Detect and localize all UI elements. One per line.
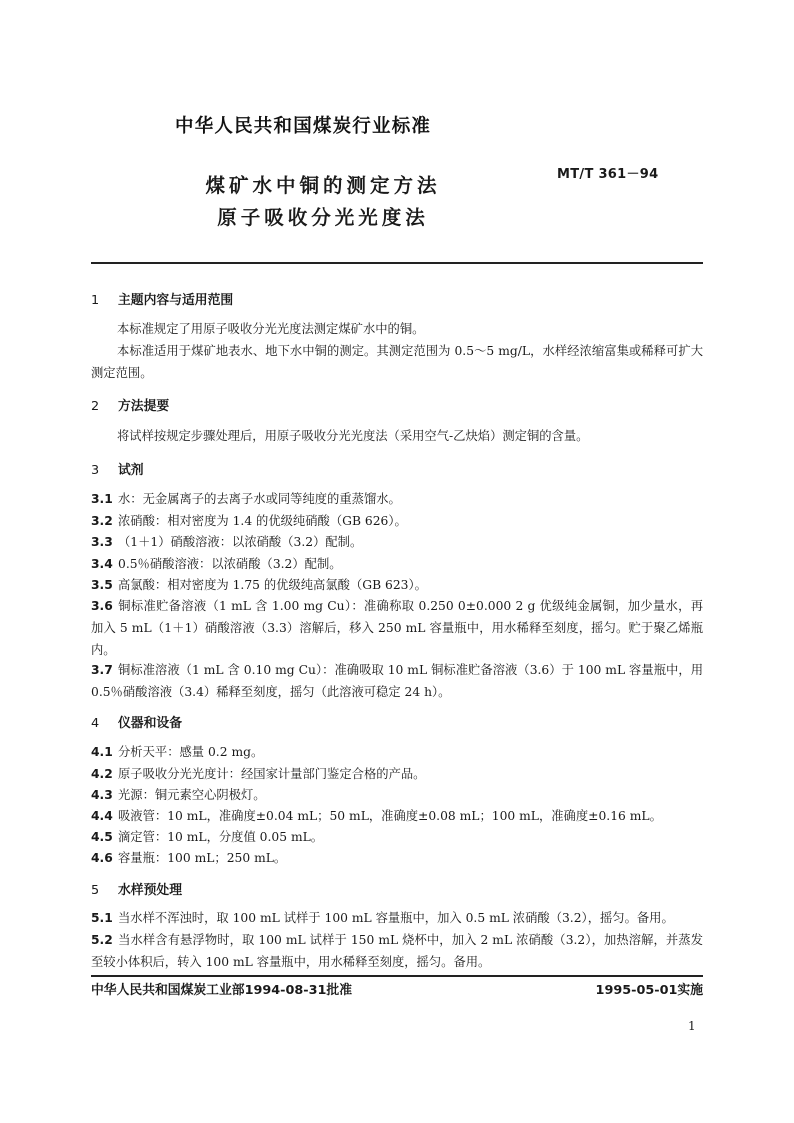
list-item: 3.1 水：无金属离子的去离子水或同等纯度的重蒸馏水。 xyxy=(91,492,401,506)
list-item: 5.2 当水样含有悬浮物时，取 100 mL 试样于 150 mL 烧杯中，加入 2 mL 浓硝酸（3.2），加热溶解，并蒸发至较小体积后，转入 100 mL 容量瓶中，用水稀释至刻度，摇匀。备用。 xyxy=(91,933,703,969)
standard-code: MT/T 361－94 xyxy=(557,167,659,182)
list-item: 3.7 铜标准溶液（1 mL 含 0.10 mg Cu）：准确吸取 10 mL 铜标准贮备溶液（3.6）于 100 mL 容量瓶中，用 0.5％硝酸溶液（3.4）稀释至刻度，摇匀（此溶液可稳定 24 h）。 xyxy=(91,663,703,699)
section-title: 水样预处理 xyxy=(118,883,182,898)
section-title: 仪器和设备 xyxy=(118,716,182,731)
section-heading xyxy=(91,713,182,735)
section-title: 试剂 xyxy=(118,463,144,478)
list-item: 3.5 高氯酸：相对密度为 1.75 的优级纯高氯酸（GB 623）。 xyxy=(91,578,427,592)
paragraph: 本标准适用于煤矿地表水、地下水中铜的测定。其测定范围为 0.5～5 mg/L，水样经浓缩富集或稀释可扩大测定范围。 xyxy=(91,344,703,380)
list-item: 4.4 吸液管：10 mL，准确度±0.04 mL；50 mL，准确度±0.08 mL；100 mL，准确度±0.16 mL。 xyxy=(91,809,662,823)
document-title-line2: 原子吸收分光光度法 xyxy=(217,206,429,229)
document-title-line1: 煤矿水中铜的测定方法 xyxy=(205,174,441,197)
section-number: 3 xyxy=(91,463,100,478)
list-item: 4.6 容量瓶：100 mL；250 mL。 xyxy=(91,851,287,865)
section-title: 方法提要 xyxy=(118,399,170,414)
list-item: 4.5 滴定管：10 mL，分度值 0.05 mL。 xyxy=(91,830,324,844)
list-item: 3.2 浓硝酸：相对密度为 1.4 的优级纯硝酸（GB 626）。 xyxy=(91,514,407,528)
header-divider xyxy=(91,262,703,264)
section-number: 1 xyxy=(91,293,100,308)
section-heading xyxy=(91,396,169,418)
list-item: 3.3 （1＋1）硝酸溶液：以浓硝酸（3.2）配制。 xyxy=(91,535,363,549)
list-item: 4.3 光源：铜元素空心阴极灯。 xyxy=(91,788,266,802)
list-item: 4.1 分析天平：感量 0.2 mg。 xyxy=(91,745,264,759)
section-heading xyxy=(91,880,182,902)
industry-standard-title: 中华人民共和国煤炭行业标准 xyxy=(175,116,432,137)
paragraph: 本标准规定了用原子吸收分光光度法测定煤矿水中的铜。 xyxy=(117,322,425,336)
section-number: 2 xyxy=(91,399,100,414)
list-item: 5.1 当水样不浑浊时，取 100 mL 试样于 100 mL 容量瓶中，加入 0.5 mL 浓硝酸（3.2），摇匀。备用。 xyxy=(91,911,674,925)
section-title: 主题内容与适用范围 xyxy=(118,293,234,308)
section-heading xyxy=(91,460,144,482)
list-item: 3.6 铜标准贮备溶液（1 mL 含 1.00 mg Cu）：准确称取 0.250 0±0.000 2 g 优级纯金属铜，加少量水，再加入 5 mL（1＋1）硝酸溶液（3.3）溶解后，移入 250 mL 容量瓶中，用水稀释至刻度，摇匀。贮于聚乙烯瓶内。 xyxy=(91,599,703,657)
effective-date: 1995-05-01实施 xyxy=(595,983,703,998)
section-number: 4 xyxy=(91,716,100,731)
list-item: 3.4 0.5％硝酸溶液：以浓硝酸（3.2）配制。 xyxy=(91,557,342,571)
approval-statement: 中华人民共和国煤炭工业部1994-08-31批准 xyxy=(91,983,353,998)
section-heading xyxy=(91,290,233,312)
paragraph: 将试样按规定步骤处理后，用原子吸收分光光度法（采用空气-乙炔焰）测定铜的含量。 xyxy=(117,429,589,443)
footer-divider xyxy=(91,975,703,977)
section-number: 5 xyxy=(91,883,100,898)
page-number: 1 xyxy=(688,1019,696,1033)
list-item: 4.2 原子吸收分光光度计：经国家计量部门鉴定合格的产品。 xyxy=(91,767,426,781)
